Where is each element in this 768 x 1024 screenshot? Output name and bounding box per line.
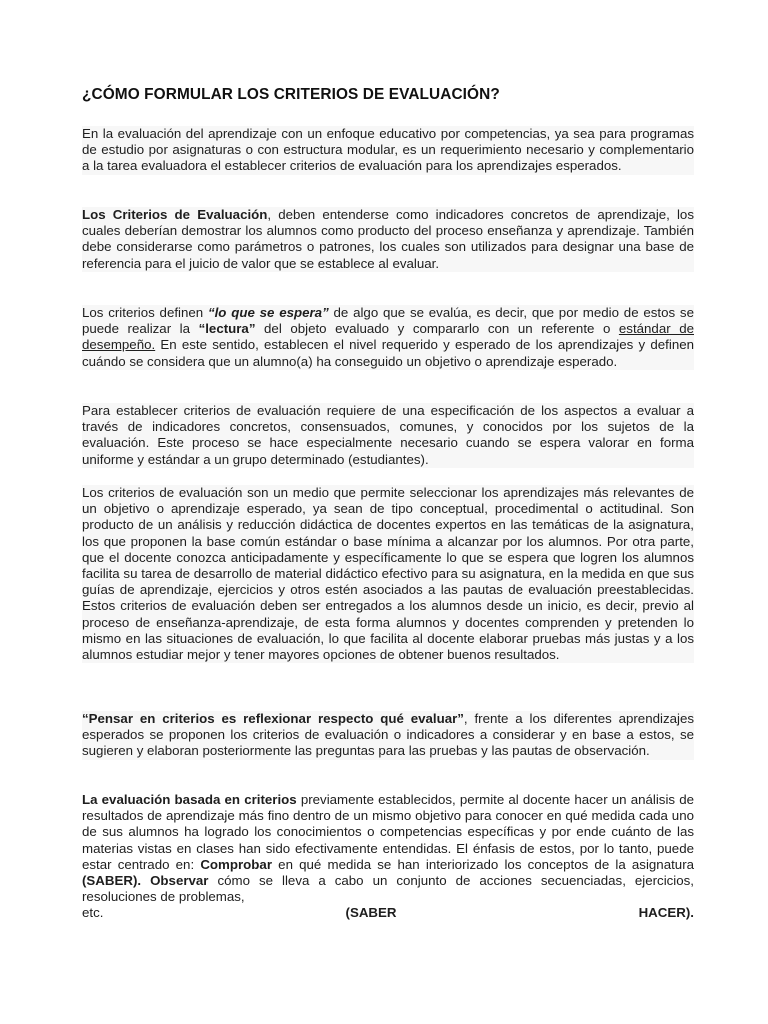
paragraph-text: de algo que se evalúa, es decir, que por medio de estos se puede realizar la: [82, 305, 694, 337]
paragraph-text: , frente a los diferentes aprendizajes esperados se proponen los criterios de evaluación o indicadores a considerar y en base a estos, se sugieren y elaboran posteriormente las preguntas para las pruebas y las pautas de observación.: [82, 711, 694, 759]
bold-term: Los Criterios de Evaluación: [82, 207, 268, 222]
paragraph-intro: [82, 126, 694, 175]
paragraph-text: cómo se lleva a cabo un conjunto de acciones secuenciadas, ejercicios, resoluciones de problemas,: [82, 873, 694, 905]
underlined-term: estándar de desempeño.: [82, 321, 694, 353]
paragraph-text: En la evaluación del aprendizaje con un enfoque educativo por competencias, ya sea para programas de estudio por asignaturas o con estructura modular, es un requerimiento necesario y complementario a la tarea evaluadora el establecer criterios de evaluación para los aprendizajes esperados.: [82, 126, 694, 174]
paragraph-text: Para establecer criterios de evaluación requiere de una especificación de los aspectos a evaluar a través de indicadores concretos, consensuados, comunes, y conocidos por los sujetos de la evaluación. Este proceso se hace especialmente necesario cuando se espera valorar en forma uniforme y estándar a un grupo determinado (estudiantes).: [82, 403, 694, 467]
paragraph-text: Los criterios de evaluación son un medio que permite seleccionar los aprendizajes más relevantes de un objetivo o aprendizaje esperado, ya sean de tipo conceptual, procedimental o actitudinal. Son producto de un análisis y reducción didáctica de docentes expertos en las temáticas de la asignatura, los que proponen la base común estándar o base mínima a alcanzar por los alumnos. Por otra parte, que el docente conozca anticipadamente y específicamente lo que se espera que logren los alumnos facilita su tarea de desarrollo de material didáctico efectivo para su asignatura, en la medida en que sus guías de aprendizaje, ejercicios y otros estén asociados a las pautas de evaluación preestablecidas. Estos criterios de evaluación deben ser entregados a los alumnos desde un inicio, es decir, previo al proceso de enseñanza-aprendizaje, de esta forma alumnos y docentes comprenden y pretenden lo mismo en las situaciones de evaluación, lo que facilita al docente elaborar pruebas más justas y a los alumnos estudiar mejor y tener mayores opciones de obtener buenos resultados.: [82, 485, 694, 663]
paragraph-text: etc.: [82, 905, 104, 921]
paragraph-lo-que-se-espera: [82, 305, 694, 370]
paragraph-criterios-definicion: [82, 207, 694, 272]
bold-italic-quote: “lo que se espera”: [207, 305, 329, 320]
bold-term: (SABER). Observar: [82, 873, 209, 889]
bold-term: La evaluación basada en criterios: [82, 792, 297, 807]
page-title: ¿CÓMO FORMULAR LOS CRITERIOS DE EVALUACIÓN?: [82, 86, 500, 103]
paragraph-medio-seleccion: [82, 485, 694, 663]
paragraph-body: [82, 792, 694, 905]
paragraph-text: , deben entenderse como indicadores concretos de aprendizaje, los cuales deberían demostrar los alumnos como producto del proceso enseñanza y aprendizaje. También debe considerarse como parámetros o patrones, los cuales son utilizados para designar una base de referencia para el juicio de valor que se establece al evaluar.: [82, 207, 694, 271]
bold-quote: “lectura”: [198, 321, 256, 337]
bold-term: Comprobar: [200, 856, 272, 872]
paragraph-text: En este sentido, establecen el nivel requerido y esperado de los aprendizajes y definen cuándo se considera que un alumno(a) ha conseguido un objetivo o aprendizaje esperado.: [82, 337, 694, 369]
paragraph-text: Los criterios definen: [82, 305, 208, 320]
paragraph-pensar-criterios: [82, 711, 694, 760]
paragraph-last-line: [82, 905, 694, 921]
bold-term: HACER).: [638, 905, 694, 921]
bold-quote: “Pensar en criterios es reflexionar respecto qué evaluar”: [82, 711, 464, 726]
paragraph-text: en qué medida se han interiorizado los conceptos de la asignatura: [272, 856, 695, 872]
bold-term: (SABER: [345, 905, 397, 921]
paragraph-evaluacion-criterios: [82, 792, 694, 922]
paragraph-text: previamente establecidos, permite al docente hacer un análisis de resultados de aprendizaje más fino dentro de un mismo objetivo para conocer en qué medida cada uno de sus alumnos ha logrado los conocimientos o competencias específicas y por ende cuánto de las materias vistas en clases han sido efectivamente entendidas. El énfasis de estos, por lo tanto, puede estar centrado en:: [82, 792, 694, 872]
paragraph-especificacion: [82, 403, 694, 468]
paragraph-text: del objeto evaluado y compararlo con un referente o: [255, 321, 619, 337]
